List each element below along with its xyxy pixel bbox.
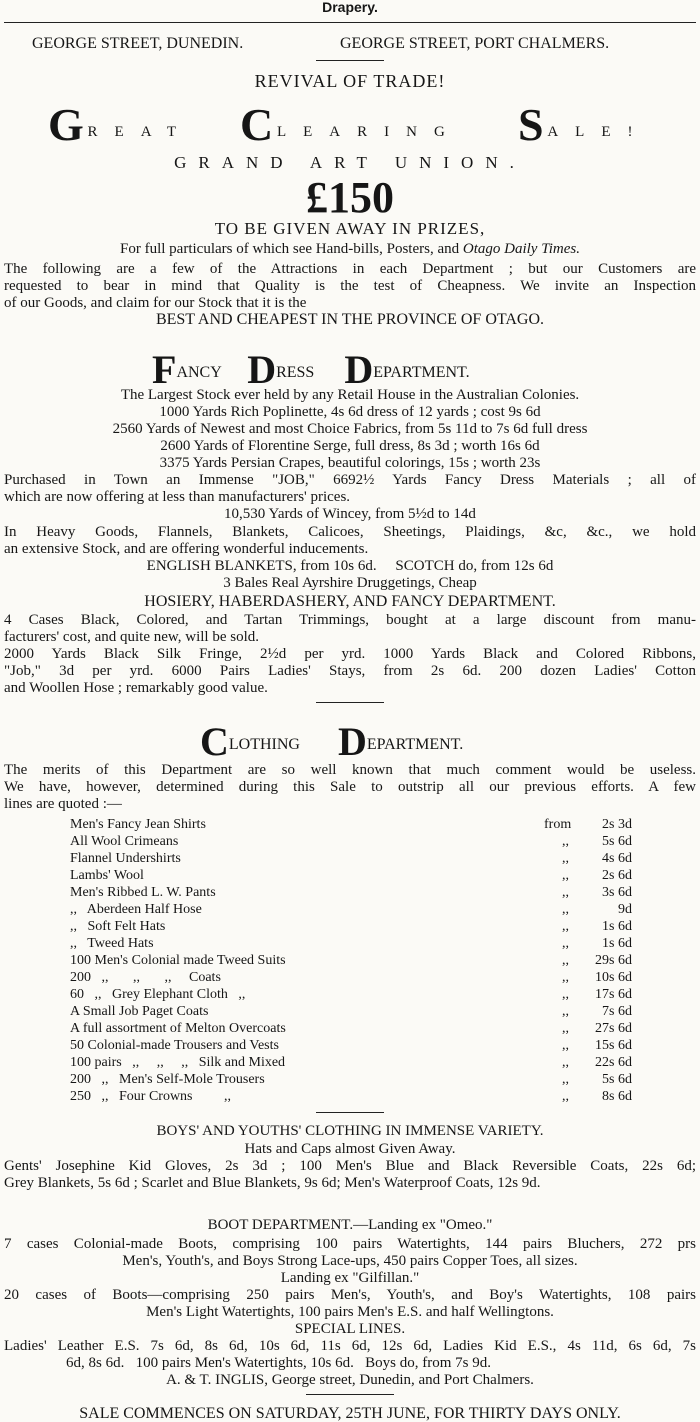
prize-amount: £150 xyxy=(306,173,394,222)
section-title: Drapery. xyxy=(322,0,378,15)
price-item-price: 22s 6d xyxy=(595,1055,632,1070)
price-item-price: 1s 6d xyxy=(602,919,632,934)
clothing-department-initial: D xyxy=(337,719,367,764)
great-initial: G xyxy=(48,99,84,150)
fancy-line: 10,530 Yards of Wincey, from 5½d to 14d xyxy=(224,506,476,522)
clothing-heading xyxy=(200,719,464,764)
price-item-price: 9d xyxy=(618,902,632,917)
clearing-initial: C xyxy=(240,99,274,150)
price-item-name: 100 Men's Colonial made Tweed Suits xyxy=(70,953,286,968)
price-item-name: 250 ,, Four Crowns ,, xyxy=(70,1089,232,1104)
address-port-chalmers: GEORGE STREET, PORT CHALMERS. xyxy=(340,35,610,52)
clothing-line: lines are quoted :— xyxy=(4,796,122,812)
intro-line-1: The following are a few of the Attractions in each Department ; but our Customers are xyxy=(4,261,696,277)
short-rule xyxy=(316,60,384,61)
boot-line: 20 cases of Boots—comprising 250 pairs Men's, Youth's, and Boy's Watertights, 108 pairs xyxy=(4,1287,696,1303)
given-away: TO BE GIVEN AWAY IN PRIZES, xyxy=(214,219,486,238)
price-item-price: 8s 6d xyxy=(602,1089,632,1104)
price-item-price: 2s 3d xyxy=(602,817,632,832)
price-item-name: 100 pairs ,, ,, ,, Silk and Mixed xyxy=(70,1055,286,1070)
hats-line: Hats and Caps almost Given Away. xyxy=(244,1141,456,1157)
price-item-prefix: ,, xyxy=(562,1004,569,1019)
price-item-name: Flannel Undershirts xyxy=(70,851,181,866)
fancy-dress-heading xyxy=(152,347,470,392)
dress-initial: D xyxy=(247,347,277,392)
price-item-prefix: ,, xyxy=(562,851,569,866)
price-item-prefix: from xyxy=(544,817,572,832)
clothing-line: The merits of this Department are so well known that much comment would be useless. xyxy=(4,762,696,778)
price-item-prefix: ,, xyxy=(562,1021,569,1036)
fancy-initial: F xyxy=(152,347,177,392)
sale-rest: ALE! xyxy=(547,124,650,140)
fancy-line: facturers' cost, and quite new, will be sold. xyxy=(4,629,259,645)
clothing-initial: C xyxy=(200,719,229,764)
short-rule xyxy=(316,702,384,703)
price-item-name: ,, Tweed Hats xyxy=(70,936,154,951)
boot-line: Men's, Youth's, and Boys Strong Lace-ups, 450 pairs Copper Toes, all sizes. xyxy=(122,1253,578,1269)
price-item-price: 2s 6d xyxy=(602,868,632,883)
sale-initial: S xyxy=(518,99,544,150)
header-rule xyxy=(4,22,696,23)
price-item-prefix: ,, xyxy=(562,936,569,951)
great-clearing-sale xyxy=(48,99,194,150)
price-item-name: All Wool Crimeans xyxy=(70,834,179,849)
signature-line: A. & T. INGLIS, George street, Dunedin, and Port Chalmers. xyxy=(166,1372,534,1388)
short-rule xyxy=(316,1112,384,1113)
price-item-price: 15s 6d xyxy=(595,1038,632,1053)
fancy-line: 2600 Yards of Florentine Serge, full dress, 8s 3d ; worth 16s 6d xyxy=(160,438,540,454)
price-item-prefix: ,, xyxy=(562,885,569,900)
price-item-price: 4s 6d xyxy=(602,851,632,866)
intro-line-2: requested to bear in mind that Quality is the test of Cheapness. We invite an Inspection xyxy=(4,278,696,294)
price-item-prefix: ,, xyxy=(562,1089,569,1104)
intro-line-3: of our Goods, and claim for our Stock that it is the xyxy=(4,295,307,311)
fancy-line: and Woollen Hose ; remarkably good value. xyxy=(4,680,268,696)
price-item-name: Lambs' Wool xyxy=(70,868,144,883)
clothing-rest: LOTHING xyxy=(228,736,300,753)
price-item-name: ,, Soft Felt Hats xyxy=(70,919,166,934)
fancy-line: The Largest Stock ever held by any Retail House in the Australian Colonies. xyxy=(120,387,580,403)
boot-line: Men's Light Watertights, 100 pairs Men's E.S. and half Wellingtons. xyxy=(146,1304,554,1320)
price-item-price: 27s 6d xyxy=(595,1021,632,1036)
fancy-line: "Job," 3d per yrd. 6000 Pairs Ladies' Stays, from 2s 6d. 200 dozen Ladies' Cotton xyxy=(4,663,696,679)
particulars-text: For full particulars of which see Hand-bills, Posters, and xyxy=(120,241,460,257)
price-item-name: 60 ,, Grey Elephant Cloth ,, xyxy=(70,987,246,1002)
price-item-prefix: ,, xyxy=(562,919,569,934)
fancy-line: which are now offering at less than manufacturers' prices. xyxy=(4,489,351,505)
sale-word xyxy=(518,99,650,150)
price-item-price: 7s 6d xyxy=(602,1004,632,1019)
special-lines: SPECIAL LINES. xyxy=(294,1321,406,1337)
price-item-name: 200 ,, ,, ,, Coats xyxy=(70,970,221,985)
department-rest: EPARTMENT. xyxy=(373,364,470,381)
price-item-prefix: ,, xyxy=(562,868,569,883)
fancy-line: 4 Cases Black, Colored, and Tartan Trimmings, bought at a large discount from manu- xyxy=(4,612,696,628)
boys-line: Grey Blankets, 5s 6d ; Scarlet and Blue Blankets, 9s 6d; Men's Waterproof Coats, 12s 9d. xyxy=(4,1175,541,1191)
price-item-price: 29s 6d xyxy=(595,953,632,968)
price-item-prefix: ,, xyxy=(562,987,569,1002)
price-item-prefix: ,, xyxy=(562,953,569,968)
best-and-cheapest: BEST AND CHEAPEST IN THE PROVINCE OF OTAGO. xyxy=(155,311,545,328)
fancy-line: Purchased in Town an Immense "JOB," 6692½ Yards Fancy Dress Materials ; all of xyxy=(4,472,696,488)
price-item-price: 17s 6d xyxy=(595,987,632,1002)
price-item-name: Men's Fancy Jean Shirts xyxy=(70,817,206,832)
price-item-price: 5s 6d xyxy=(602,1072,632,1087)
address-dunedin: GEORGE STREET, DUNEDIN. xyxy=(32,35,244,52)
price-item-price: 1s 6d xyxy=(602,936,632,951)
fancy-line: ENGLISH BLANKETS, from 10s 6d. SCOTCH do, from 12s 6d xyxy=(146,558,554,574)
price-item-prefix: ,, xyxy=(562,1055,569,1070)
sale-commences: SALE COMMENCES ON SATURDAY, 25TH JUNE, FOR THIRTY DAYS ONLY. xyxy=(79,1405,621,1422)
boot-line: 6d, 8s 6d. 100 pairs Men's Watertights, 10s 6d. Boys do, from 7s 9d. xyxy=(66,1355,491,1371)
price-item-name: Men's Ribbed L. W. Pants xyxy=(70,885,216,900)
price-item-price: 10s 6d xyxy=(595,970,632,985)
hosiery-heading: HOSIERY, HABERDASHERY, AND FANCY DEPARTMENT. xyxy=(144,593,556,610)
fancy-line: 3 Bales Real Ayrshire Druggetings, Cheap xyxy=(223,575,477,591)
price-item-name: A full assortment of Melton Overcoats xyxy=(70,1021,286,1036)
clothing-line: We have, however, determined during this Sale to outstrip all our previous efforts. A few xyxy=(4,779,696,795)
short-rule xyxy=(306,1394,394,1395)
fancy-line: 1000 Yards Rich Poplinette, 4s 6d dress of 12 yards ; cost 9s 6d xyxy=(159,404,541,420)
boot-heading: BOOT DEPARTMENT.—Landing ex "Omeo." xyxy=(207,1217,493,1233)
boot-line: Ladies' Leather E.S. 7s 6d, 8s 6d, 10s 6d, 11s 6d, 12s 6d, Ladies Kid E.S., 4s 11d, 6s 6d, 7s xyxy=(4,1338,696,1354)
revival-of-trade: REVIVAL OF TRADE! xyxy=(254,71,446,91)
price-item-name: 50 Colonial-made Trousers and Vests xyxy=(70,1038,279,1053)
clearing-rest: LEARING xyxy=(276,124,462,140)
price-item-prefix: ,, xyxy=(562,970,569,985)
fancy-line: In Heavy Goods, Flannels, Blankets, Calicoes, Sheetings, Plaidings, &c, &c., we hold xyxy=(4,524,696,540)
grand-art-union: GRAND ART UNION. xyxy=(174,153,526,172)
price-item-name: ,, Aberdeen Half Hose xyxy=(70,902,202,917)
dress-rest: RESS xyxy=(276,364,315,381)
price-item-name: 200 ,, Men's Self-Mole Trousers xyxy=(70,1072,265,1087)
price-item-price: 3s 6d xyxy=(602,885,632,900)
price-item-prefix: ,, xyxy=(562,1038,569,1053)
boys-heading: BOYS' AND YOUTHS' CLOTHING IN IMMENSE VARIETY. xyxy=(156,1123,544,1139)
price-item-prefix: ,, xyxy=(562,902,569,917)
department-initial: D xyxy=(344,347,374,392)
clothing-department-rest: EPARTMENT. xyxy=(366,736,464,753)
fancy-line: 3375 Yards Persian Crapes, beautiful colorings, 15s ; worth 23s xyxy=(159,455,541,471)
price-item-price: 5s 6d xyxy=(602,834,632,849)
boot-line: 7 cases Colonial-made Boots, comprising 100 pairs Watertights, 144 pairs Bluchers, 272 prs xyxy=(4,1236,696,1252)
clearing-word xyxy=(240,99,462,150)
price-item-prefix: ,, xyxy=(562,1072,569,1087)
fancy-line: 2000 Yards Black Silk Fringe, 2½d per yrd. 1000 Yards Black and Colored Ribbons, xyxy=(4,646,696,662)
price-item-prefix: ,, xyxy=(562,834,569,849)
fancy-rest: ANCY xyxy=(176,364,222,381)
boys-line: Gents' Josephine Kid Gloves, 2s 3d ; 100 Men's Blue and Black Reversible Coats, 22s 6d; xyxy=(4,1158,696,1174)
particulars-source: Otago Daily Times. xyxy=(462,241,580,257)
fancy-line: an extensive Stock, and are offering wonderful inducements. xyxy=(4,541,369,557)
great-rest: REAT xyxy=(87,124,194,140)
price-item-name: A Small Job Paget Coats xyxy=(70,1004,209,1019)
fancy-line: 2560 Yards of Newest and most Choice Fabrics, from 5s 11d to 7s 6d full dress xyxy=(112,421,588,437)
particulars-line xyxy=(0,242,700,257)
landing-line: Landing ex "Gilfillan." xyxy=(280,1270,420,1286)
